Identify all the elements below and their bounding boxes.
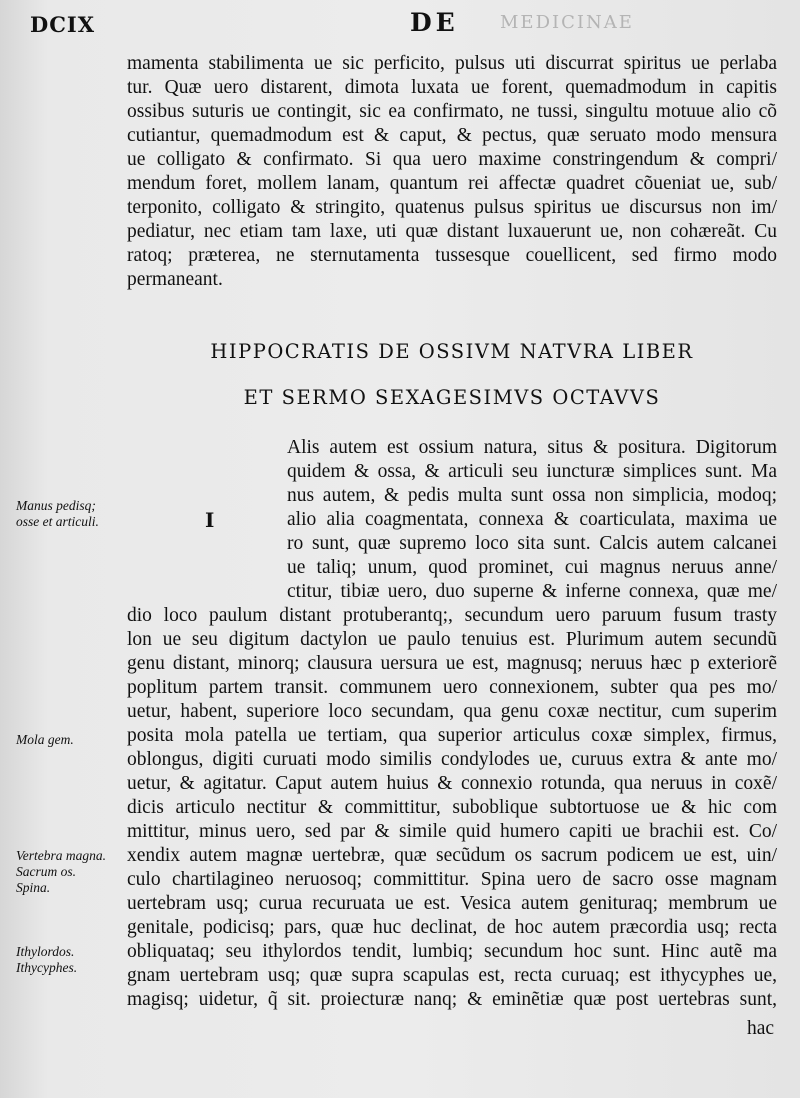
page-header [0,6,800,38]
marginal-note-line: Sacrum os. [16,864,76,879]
chapter-title-line-2: ET SERMO SEXAGESIMVS OCTAVVS [243,386,661,409]
marginal-note-line: Ithylordos. [16,944,75,959]
marginal-note-line: Manus pedisq; [16,498,96,513]
running-head: DE [410,8,459,37]
text-line: magisq; uidetur, q̃ sit. proiecturæ nanq; & eminẽtiæ quæ post uertebras sunt, [127,989,777,1010]
text-line: tur. Quæ uero distarent, dimota luxata ue forent, quemadmodum in capitis [127,77,777,98]
text-line: dicis articulo nectitur & committitur, suboblique subtortuose ue & hic com [127,797,777,818]
text-line: mamenta stabilimenta ue sic perficito, pulsus uti discurrat spiritus ue perlaba [127,53,777,74]
chapter-title-line-1: HIPPOCRATIS DE OSSIVM NATVRA LIBER [210,340,694,363]
marginal-note [16,944,126,976]
drop-initial: I [205,508,215,532]
text-line: Alis autem est ossium natura, situs & positura. Digitorum [287,437,777,458]
text-line: mittitur, minus uero, sed par & simile quid humero capiti ue brachii est. Co/ [127,821,777,842]
text-line: ue taliq; unum, quod prominet, cui magnus neruus anne/ [287,557,777,578]
text-line: ratoq; præterea, ne sternutamenta tussesque couellicent, sed firmo modo [127,245,777,266]
folio-number: DCIX [30,12,96,37]
text-line: posita mola patella ue tertiam, qua superior articulus coxæ simplex, firmus, [127,725,777,746]
marginal-note-line: Spina. [16,880,51,895]
marginal-note-line: osse et articuli. [16,514,99,529]
text-line: dio loco paulum distant protuberantq;, secundum uero paruum fusum trasty [127,605,777,626]
bleed-through-text: MEDICINAE [500,12,634,33]
text-line: xendix autem magnæ uertebræ, quæ secũdum os sacrum podicem ue est, uin/ [127,845,777,866]
text-line: nus autem, & pedis multa sunt ossa non simplicia, modoq; [287,485,777,506]
catchword: hac [746,1018,774,1039]
text-line: uertebram usq; curua recuruata ue est. Vesica autem genituraq; membrum ue [127,893,777,914]
paragraph-main [127,436,777,1012]
marginal-note [16,498,126,530]
text-line: lon ue seu digitum dactylon ue paulo tenuius est. Plurimum autem secundũ [127,629,777,650]
text-line: uetur, habent, superiore loco secundam, qua genu coxæ nectitur, cum superim [127,701,777,722]
marginal-note-line: Vertebra magna. [16,848,106,863]
text-line: genu distant, minorq; clausura uersura ue est, magnusq; neruus hæc p exteriorẽ [127,653,777,674]
text-line: gnam uertebram usq; quæ supra scapulas est, recta curuaq; est ithycyphes ue, [127,965,777,986]
text-line: uetur, & agitatur. Caput autem huius & connexio rotunda, qua neruus in coxẽ/ [127,773,777,794]
text-line: pediatur, nec etiam tam laxe, uti quæ distant luxauerunt ue, non cohæreãt. Cu [127,221,777,242]
text-line: oblongus, digiti curuati modo similis condylodes ue, curuus extra & ante mo/ [127,749,777,770]
paragraph-continued [127,52,777,292]
text-line: ue colligato & confirmato. Si qua uero maxime constringendum & compri/ [127,149,777,170]
text-line: genitale, podicisq; pars, quæ huc declinat, de hoc autem præcordia usq; recta [127,917,777,938]
text-line: permaneant. [127,269,223,290]
text-line: mendum foret, mollem lanam, quantum rei affectæ quadret cõueniat ue, sub/ [127,173,777,194]
marginal-note-line: Ithycyphes. [16,960,78,975]
text-line: ctitur, tibiæ uero, duo superne & inferne connexa, quæ me/ [287,581,777,602]
marginal-note [16,732,126,748]
marginal-note [16,848,126,896]
marginal-note-line: Mola gem. [16,732,74,747]
text-line: quidem & ossa, & articuli seu iuncturæ simplices sunt. Ma [287,461,777,482]
text-line: terponito, colligato & stringito, quatenus pulsus spiritus ue discursus non im/ [127,197,777,218]
text-line: obliquataq; seu ithylordos tendit, lumbiq; secundum hoc sunt. Hinc autẽ ma [127,941,777,962]
text-line: ossibus suturis ue contingit, sic ea confirmato, ne tussi, singultu motuue alio cõ [127,101,777,122]
text-line: culo chartilagineo neruosoq; committitur. Spina uero de sacro osse magnam [127,869,777,890]
text-line: ro sunt, quæ supremo loco sita sunt. Calcis autem calcanei [287,533,777,554]
text-line: cutiantur, quemadmodum est & caput, & pectus, quæ seruato modo mensura [127,125,777,146]
text-line: poplitum partem transit. communem uero connexionem, subter qua pes mo/ [127,677,777,698]
text-line: alio alia coagmentata, connexa & coarticulata, maxima ue [287,509,777,530]
